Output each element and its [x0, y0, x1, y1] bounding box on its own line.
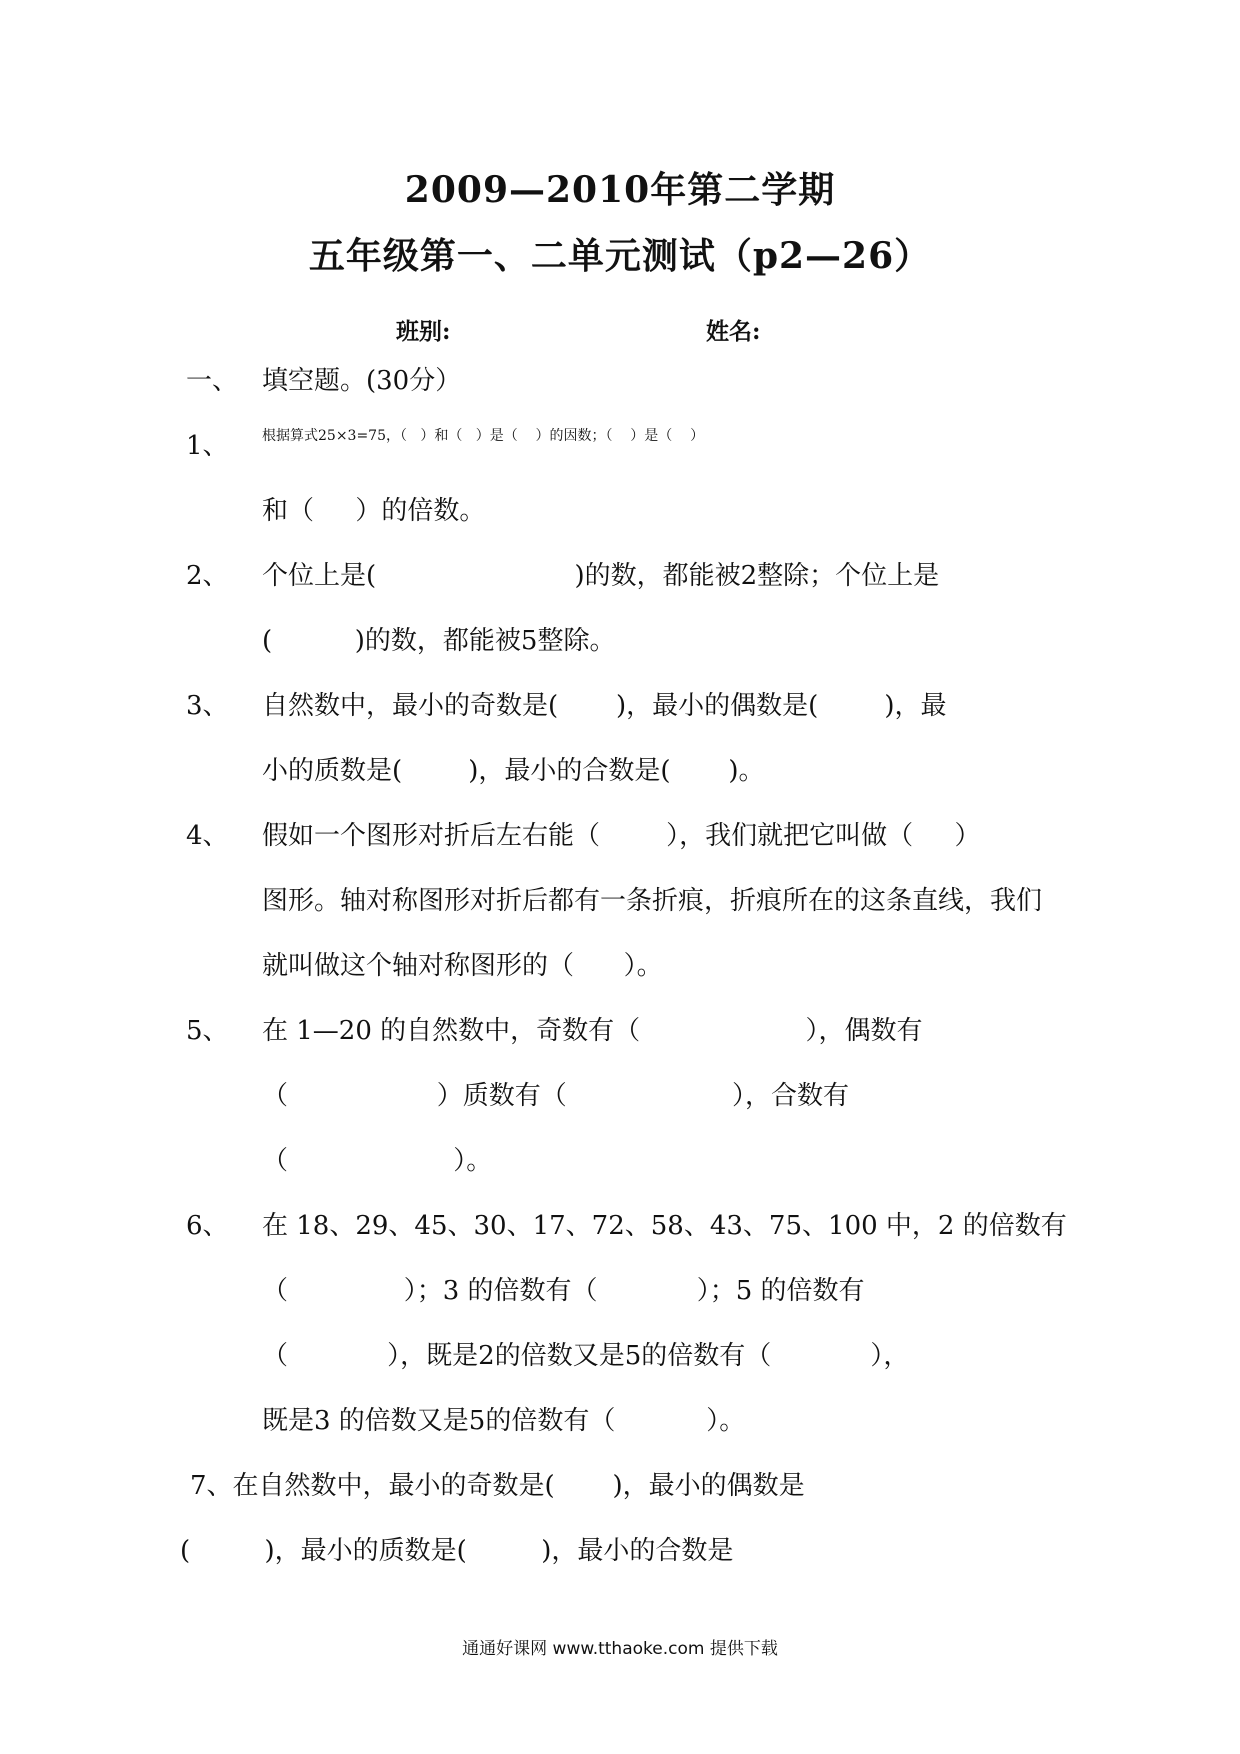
question-line: 在 18、29、45、30、17、72、58、43、75、100 中，2 的倍数有: [262, 1211, 1067, 1241]
name-label: 姓名:: [706, 318, 761, 345]
question-line: 和（ ）的倍数。: [262, 496, 486, 526]
question-line: 在 1—20 的自然数中，奇数有（ ），偶数有: [262, 1016, 923, 1046]
question-number: 1、: [186, 431, 229, 461]
question-number: 3、: [186, 691, 229, 721]
question-line: 根据算式25×3=75，（ ）和（ ）是（ ）的因数；（ ）是（ ）: [262, 428, 705, 444]
section-number: 一、: [186, 366, 239, 396]
question-line: 假如一个图形对折后左右能（ ），我们就把它叫做（ ）: [262, 821, 981, 851]
question-line: （ ），既是2的倍数又是5的倍数有（ ），: [262, 1341, 910, 1371]
question-number: 2、: [186, 561, 229, 591]
question-line: 小的质数是( )，最小的合数是( )。: [262, 756, 765, 786]
page-title-line2: 五年级第一、二单元测试（p2—26）: [308, 235, 932, 277]
footer-text: 通通好课网 www.tthaoke.com 提供下载: [462, 1639, 778, 1659]
question-line: 7、在自然数中，最小的奇数是( )，最小的偶数是: [190, 1471, 805, 1501]
question-line: （ ）；3 的倍数有（ ）；5 的倍数有: [262, 1276, 865, 1306]
question-line: ( )的数，都能被5整除。: [262, 626, 616, 656]
question-line: （ ）质数有（ ），合数有: [262, 1081, 850, 1111]
question-number: 5、: [186, 1016, 229, 1046]
question-line: （ ）。: [262, 1146, 493, 1176]
question-line: 图形。轴对称图形对折后都有一条折痕，折痕所在的这条直线，我们: [262, 886, 1043, 916]
question-line: 个位上是( )的数，都能被2整除；个位上是: [262, 561, 940, 591]
page-title-line1: 2009—2010年第二学期: [404, 169, 836, 211]
question-line: 既是3 的倍数又是5的倍数有（ ）。: [262, 1406, 746, 1436]
section-title: 填空题。(30分）: [262, 366, 462, 396]
question-number: 4、: [186, 821, 229, 851]
question-line: 就叫做这个轴对称图形的（ ）。: [262, 951, 663, 981]
question-line: ( )，最小的质数是( )，最小的合数是: [180, 1536, 734, 1566]
question-line: 自然数中，最小的奇数是( )，最小的偶数是( )，最: [262, 691, 947, 721]
class-label: 班别:: [396, 318, 451, 345]
question-number: 6、: [186, 1211, 229, 1241]
